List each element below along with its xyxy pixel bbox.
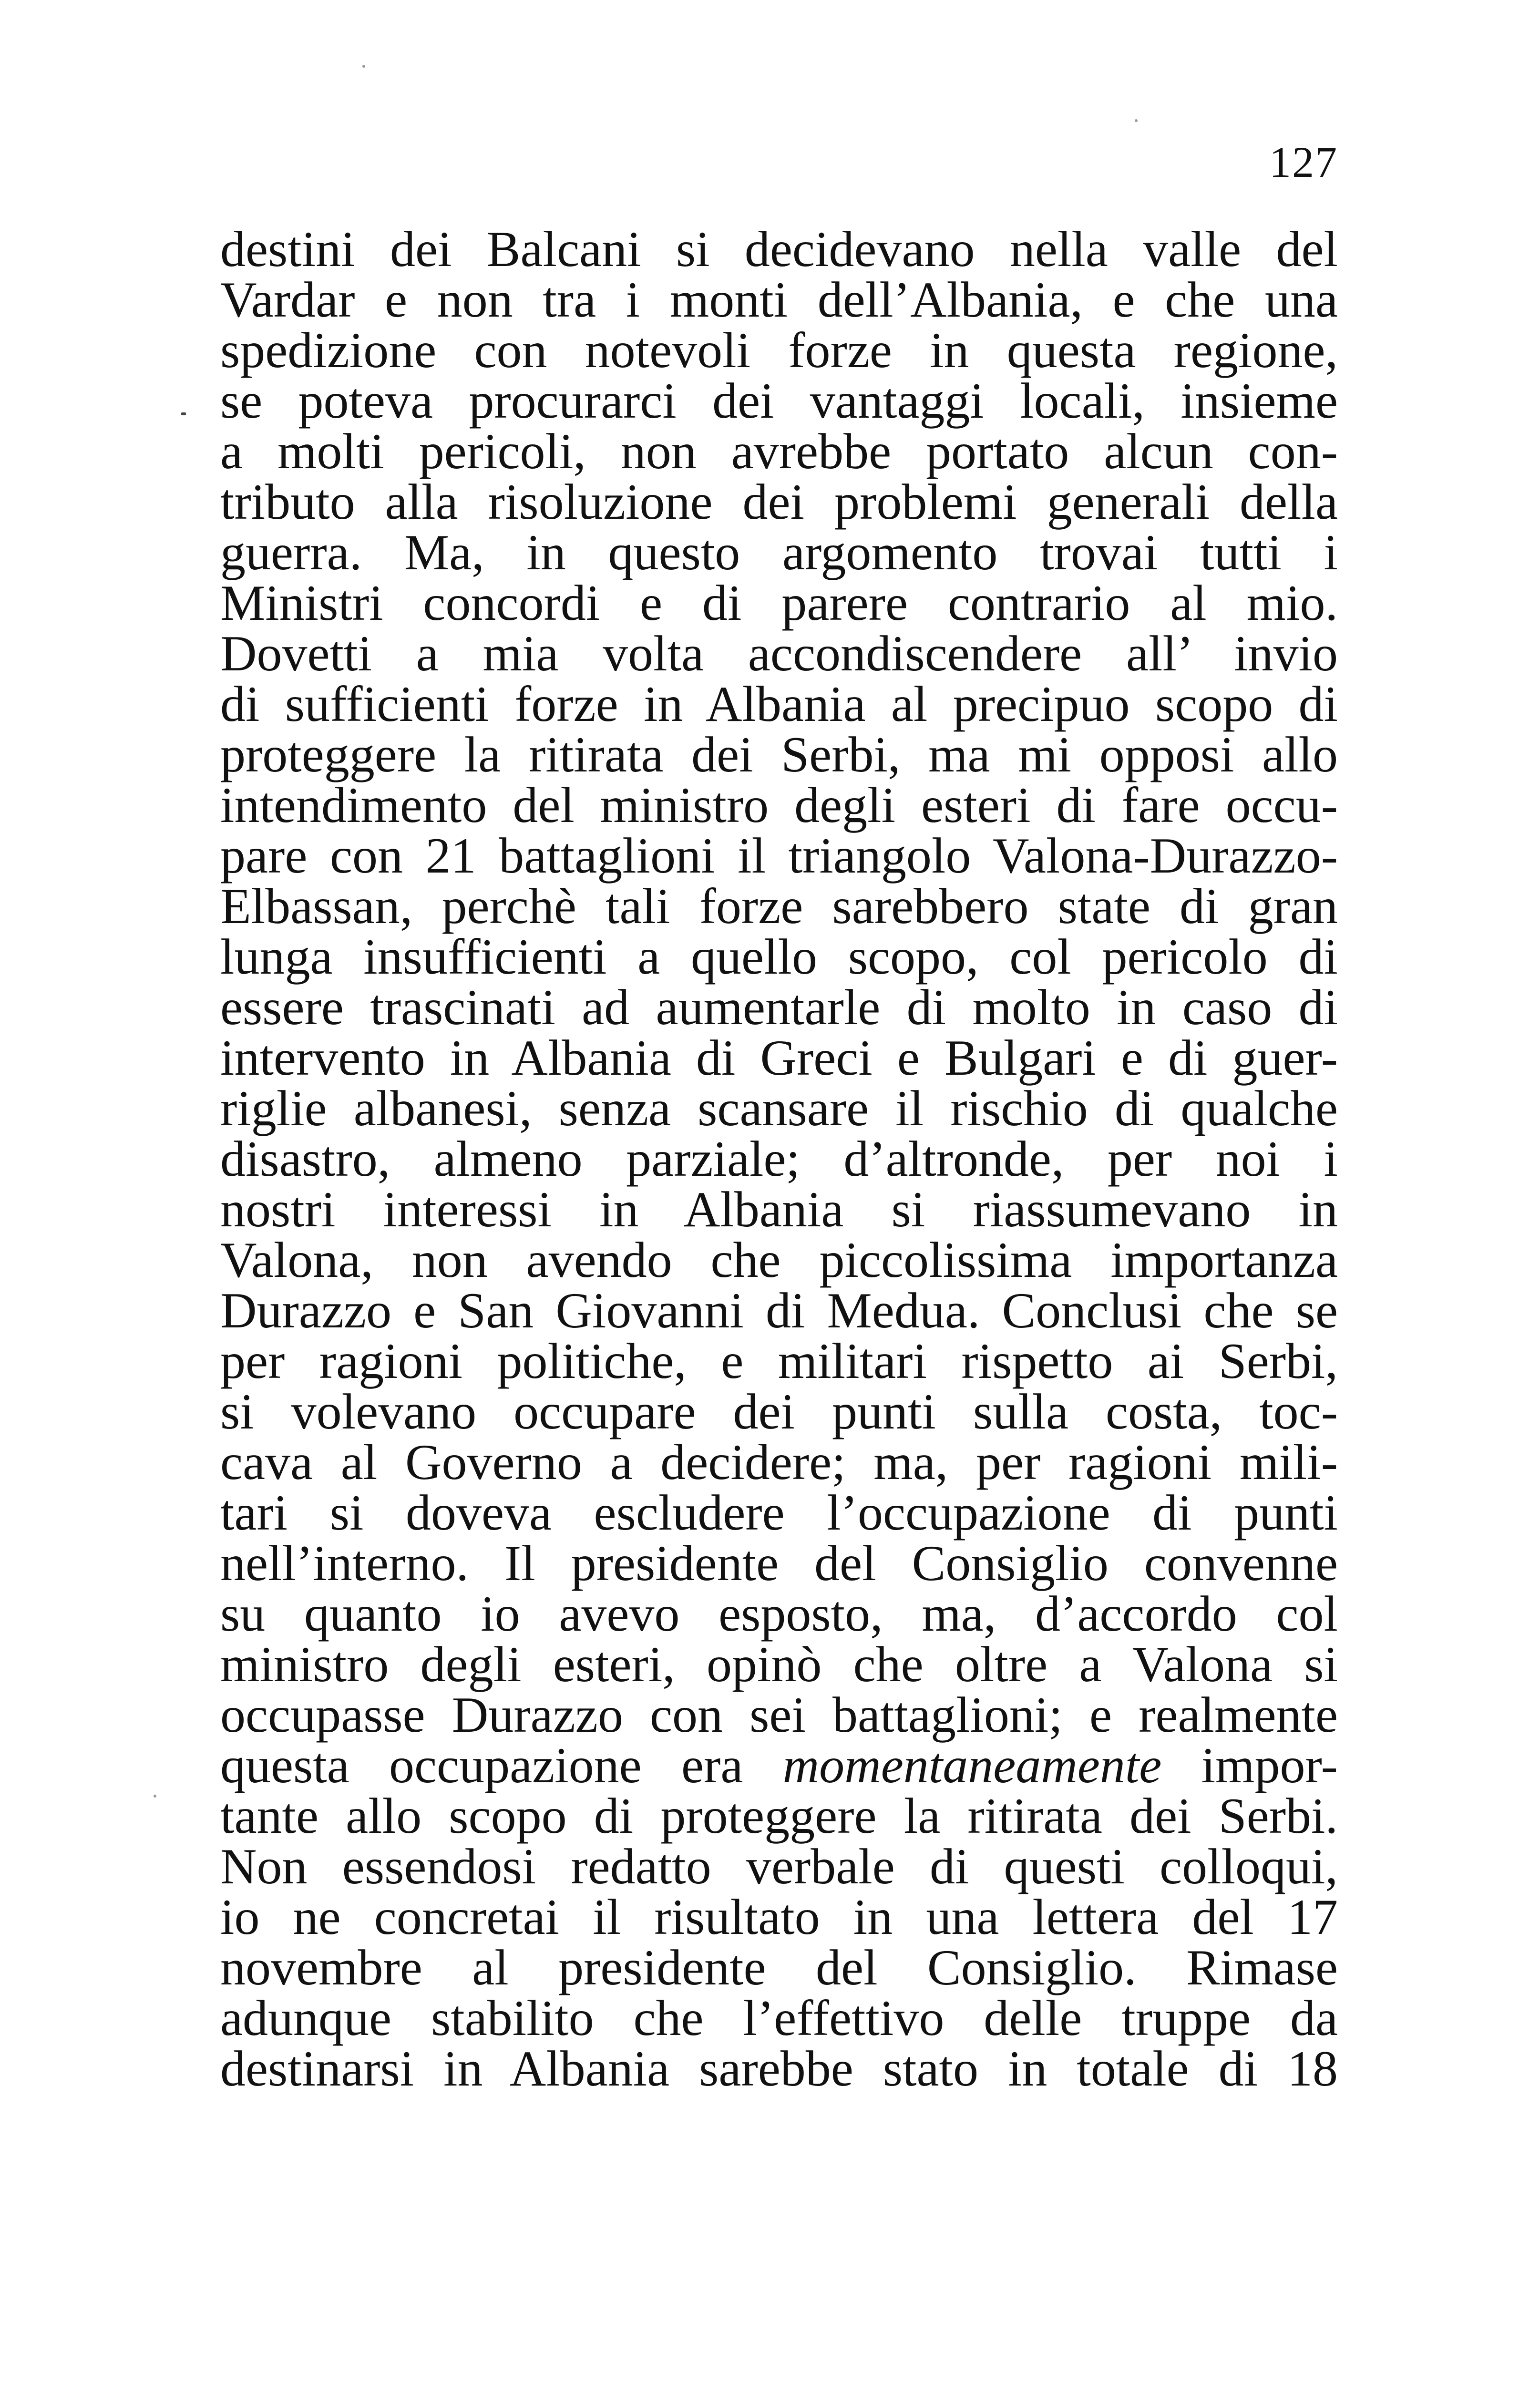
text-line: lunga insufficienti a quello scopo, col pericolo di [220, 929, 1338, 985]
text-line: cava al Governo a decidere; ma, per ragioni mili- [220, 1434, 1338, 1490]
paper-speck [1135, 119, 1138, 122]
text-line: disastro, almeno parziale; d’altronde, per noi i [220, 1131, 1338, 1187]
text-line: Vardar e non tra i monti dell’Albania, e che una [220, 272, 1338, 328]
text-line: Valona, non avendo che piccolissima importanza [220, 1232, 1338, 1288]
text-line: tante allo scopo di proteggere la ritirata dei Serbi. [220, 1788, 1338, 1844]
margin-mark [181, 412, 186, 415]
text-segment: impor- [1161, 1737, 1338, 1793]
text-line: Ministri concordi e di parere contrario al mio. [220, 575, 1338, 631]
text-line: essere trascinati ad aumentarle di molto in caso di [220, 979, 1338, 1035]
text-line: nell’interno. Il presidente del Consiglio convenne [220, 1535, 1338, 1591]
text-line: occupasse Durazzo con sei battaglioni; e realmente [220, 1687, 1338, 1743]
text-line: su quanto io avevo esposto, ma, d’accordo col [220, 1586, 1338, 1642]
text-line: si volevano occupare dei punti sulla costa, toc- [220, 1384, 1338, 1439]
text-line: nostri interessi in Albania si riassumevano in [220, 1182, 1338, 1237]
text-line: Dovetti a mia volta accondiscendere all’ invio [220, 626, 1338, 681]
text-line: intendimento del ministro degli esteri di fare occu- [220, 777, 1338, 833]
page-number: 127 [1269, 138, 1338, 186]
text-line: a molti pericoli, non avrebbe portato alcun con- [220, 423, 1338, 479]
text-line: riglie albanesi, senza scansare il rischio di qualche [220, 1080, 1338, 1136]
text-segment: questa occupazione era [220, 1737, 783, 1793]
text-line: tributo alla risoluzione dei problemi generali della [220, 474, 1338, 530]
text-line: io ne concretai il risultato in una lettera del 17 [220, 1889, 1338, 1945]
text-line: Durazzo e San Giovanni di Medua. Conclusi che se [220, 1283, 1338, 1338]
text-line: tari si doveva escludere l’occupazione di punti [220, 1485, 1338, 1541]
text-line-emphasis [220, 1737, 1338, 1793]
paper-speck [154, 1795, 156, 1798]
text-line: di sufficienti forze in Albania al precipuo scopo di [220, 676, 1338, 732]
text-line: spedizione con notevoli forze in questa regione, [220, 322, 1338, 378]
text-line: proteggere la ritirata dei Serbi, ma mi opposi allo [220, 727, 1338, 782]
text-line: Non essendosi redatto verbale di questi colloqui, [220, 1839, 1338, 1894]
text-line: adunque stabilito che l’effettivo delle truppe da [220, 1990, 1338, 2046]
body-text [220, 221, 1338, 2096]
text-line: destinarsi in Albania sarebbe stato in totale di 18 [220, 2041, 1338, 2096]
text-line: guerra. Ma, in questo argomento trovai tutti i [220, 524, 1338, 580]
text-line: ministro degli esteri, opinò che oltre a Valona si [220, 1636, 1338, 1692]
text-line: Elbassan, perchè tali forze sarebbero state di gran [220, 878, 1338, 934]
text-line: pare con 21 battaglioni il triangolo Valona-Durazzo- [220, 828, 1338, 884]
paper-speck [362, 65, 365, 68]
italic-emphasis: momentaneamente [782, 1737, 1162, 1793]
text-line: novembre al presidente del Consiglio. Rimase [220, 1940, 1338, 1995]
text-line: per ragioni politiche, e militari rispetto ai Serbi, [220, 1333, 1338, 1389]
text-line: se poteva procurarci dei vantaggi locali, insieme [220, 373, 1338, 429]
text-line: destini dei Balcani si decidevano nella valle del [220, 221, 1338, 277]
text-line: intervento in Albania di Greci e Bulgari e di guer- [220, 1030, 1338, 1086]
